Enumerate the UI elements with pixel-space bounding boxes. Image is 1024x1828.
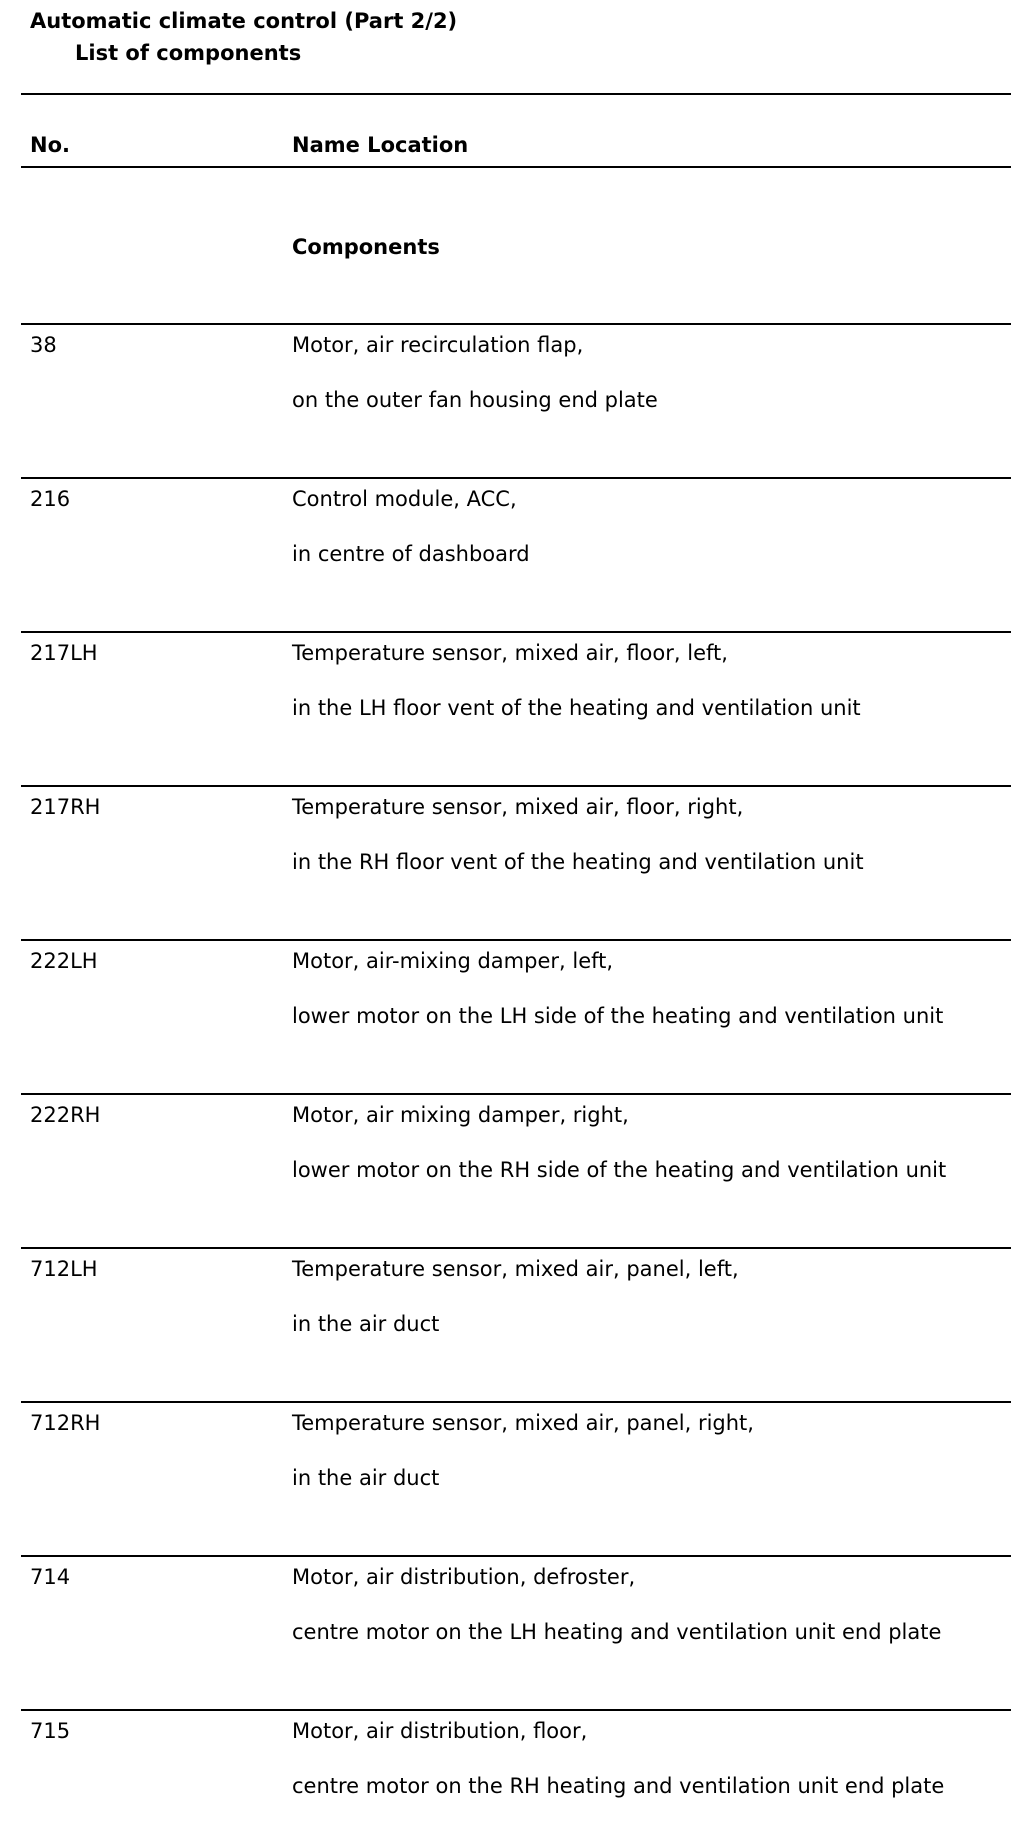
cell-name: Motor, air distribution, defroster,: [292, 1565, 636, 1589]
document-title: Automatic climate control (Part 2/2): [30, 9, 458, 33]
cell-name: Control module, ACC,: [292, 487, 517, 511]
header-no: No.: [30, 133, 70, 157]
cell-name: Temperature sensor, mixed air, floor, right,: [292, 795, 744, 819]
cell-name: Motor, air recirculation flap,: [292, 333, 584, 357]
cell-location: in the RH floor vent of the heating and ventilation unit: [292, 850, 864, 874]
row-divider: [21, 323, 1011, 325]
cell-no: 217RH: [30, 795, 101, 819]
cell-no: 715: [30, 1719, 71, 1743]
cell-no: 216: [30, 487, 71, 511]
cell-location: on the outer fan housing end plate: [292, 388, 658, 412]
cell-name: Temperature sensor, mixed air, panel, left,: [292, 1257, 739, 1281]
cell-location: in the LH floor vent of the heating and ventilation unit: [292, 696, 861, 720]
cell-no: 714: [30, 1565, 71, 1589]
cell-no: 38: [30, 333, 57, 357]
cell-location: centre motor on the LH heating and ventilation unit end plate: [292, 1620, 942, 1644]
cell-name: Motor, air-mixing damper, left,: [292, 949, 614, 973]
row-divider: [21, 1555, 1011, 1557]
row-divider: [21, 785, 1011, 787]
cell-location: centre motor on the RH heating and ventilation unit end plate: [292, 1774, 945, 1798]
row-divider: [21, 1093, 1011, 1095]
row-divider: [21, 1247, 1011, 1249]
cell-no: 217LH: [30, 641, 98, 665]
cell-no: 712RH: [30, 1411, 101, 1435]
cell-no: 712LH: [30, 1257, 98, 1281]
document-subtitle: List of components: [75, 41, 302, 65]
cell-location: lower motor on the RH side of the heating and ventilation unit: [292, 1158, 947, 1182]
cell-name: Temperature sensor, mixed air, floor, left,: [292, 641, 728, 665]
section-label: Components: [292, 235, 440, 259]
header-name-location: Name Location: [292, 133, 469, 157]
cell-location: in the air duct: [292, 1466, 440, 1490]
cell-no: 222LH: [30, 949, 98, 973]
cell-location: lower motor on the LH side of the heating and ventilation unit: [292, 1004, 944, 1028]
row-divider: [21, 477, 1011, 479]
row-divider: [21, 1401, 1011, 1403]
row-divider: [21, 1709, 1011, 1711]
row-divider: [21, 631, 1011, 633]
table-top-rule: [21, 93, 1011, 95]
cell-no: 222RH: [30, 1103, 101, 1127]
cell-location: in centre of dashboard: [292, 542, 530, 566]
cell-name: Motor, air mixing damper, right,: [292, 1103, 629, 1127]
row-divider: [21, 939, 1011, 941]
cell-name: Motor, air distribution, floor,: [292, 1719, 588, 1743]
header-bottom-rule: [21, 166, 1011, 168]
cell-location: in the air duct: [292, 1312, 440, 1336]
cell-name: Temperature sensor, mixed air, panel, right,: [292, 1411, 754, 1435]
